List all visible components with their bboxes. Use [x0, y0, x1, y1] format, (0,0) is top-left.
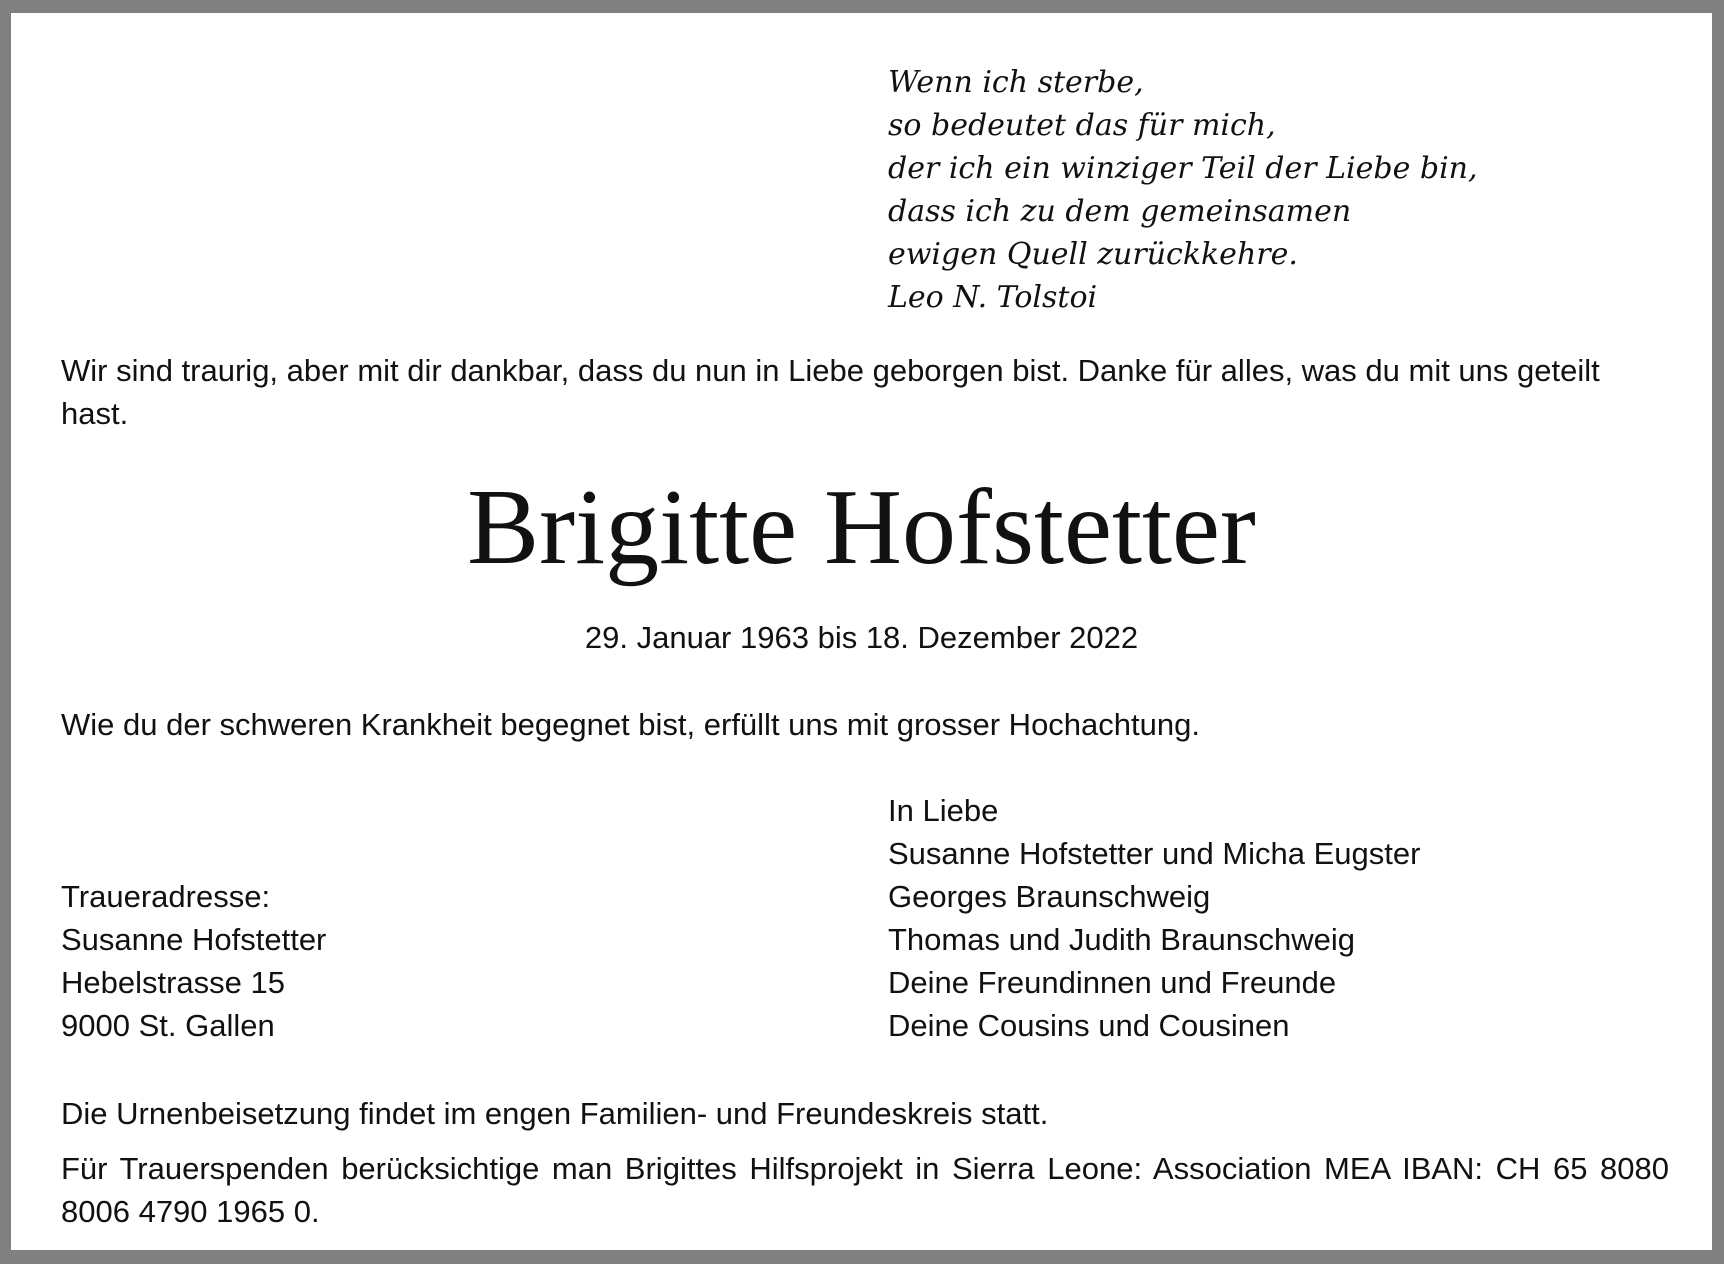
- quote-line: ewigen Quell zurückkehre.: [888, 237, 1298, 272]
- tribute-text: Wie du der schweren Krankheit begegnet bist, erfüllt uns mit grosser Hochachtung.: [61, 707, 1200, 742]
- signer-entry: Thomas und Judith Braunschweig: [888, 922, 1355, 957]
- address-city: 9000 St. Gallen: [61, 1008, 275, 1043]
- signers-greeting: In Liebe: [888, 793, 999, 828]
- deceased-name: Brigitte Hofstetter: [467, 468, 1256, 587]
- intro-text: Wir sind traurig, aber mit dir dankbar, dass du nun in Liebe geborgen bist. Danke für alles, was du mit uns geteilt hast.: [61, 353, 1600, 431]
- burial-notice: Die Urnenbeisetzung findet im engen Familien- und Freundeskreis statt.: [61, 1096, 1049, 1131]
- signer-entry: Susanne Hofstetter und Micha Eugster: [888, 836, 1421, 871]
- signer-entry: Deine Freundinnen und Freunde: [888, 965, 1337, 1000]
- obituary-page: [11, 13, 1712, 1250]
- address-name: Susanne Hofstetter: [61, 922, 327, 957]
- quote-line: Wenn ich sterbe,: [888, 65, 1144, 100]
- quote-line: der ich ein winziger Teil der Liebe bin,: [888, 151, 1478, 186]
- address-label: Traueradresse:: [61, 879, 271, 914]
- signers-list: [888, 789, 1420, 1047]
- signer-entry: Deine Cousins und Cousinen: [888, 1008, 1290, 1043]
- tolstoi-quote: [888, 61, 1478, 319]
- quote-author: Leo N. Tolstoi: [888, 280, 1098, 315]
- quote-line: dass ich zu dem gemeinsamen: [888, 194, 1352, 229]
- mourning-address: [61, 875, 326, 1047]
- address-street: Hebelstrasse 15: [61, 965, 286, 1000]
- life-dates: 29. Januar 1963 bis 18. Dezember 2022: [584, 620, 1139, 655]
- donation-notice: Für Trauerspenden berücksichtige man Brigittes Hilfsprojekt in Sierra Leone: Association MEA IBAN: CH 65 8080 8006 4790 1965 0.: [61, 1151, 1669, 1229]
- signer-entry: Georges Braunschweig: [888, 879, 1211, 914]
- quote-line: so bedeutet das für mich,: [888, 108, 1276, 143]
